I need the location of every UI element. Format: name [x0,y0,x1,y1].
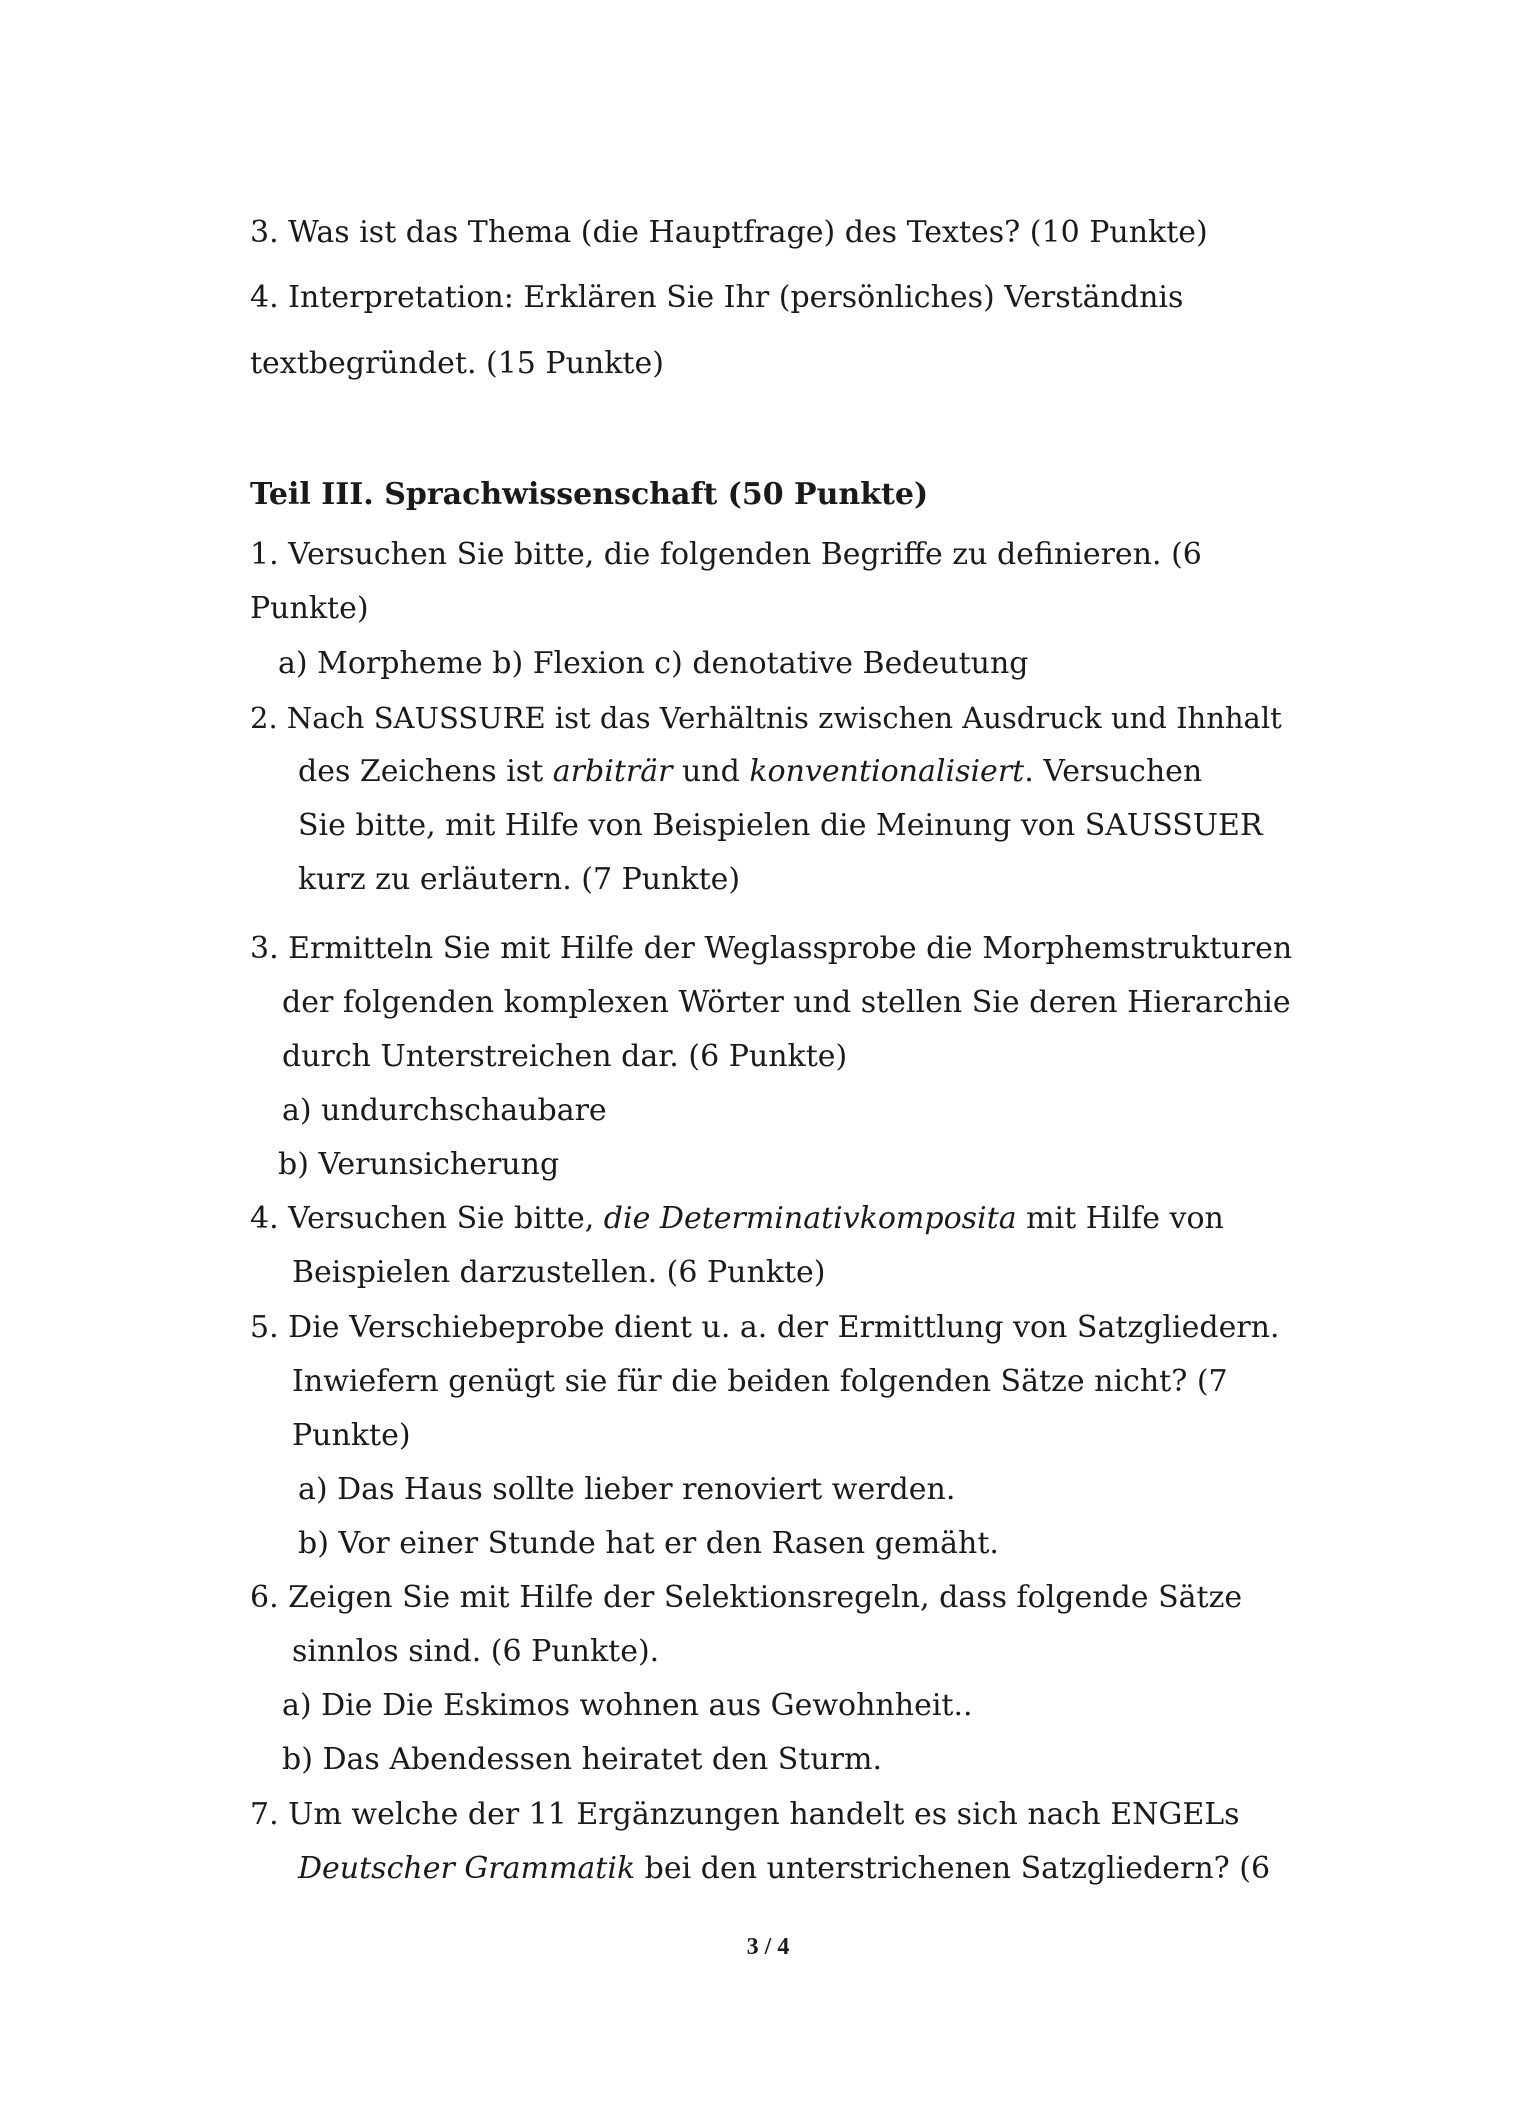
ling-q7-text: 7. Um welche der 11 Ergänzungen handelt es sich nach ENGELs [250,1797,1240,1832]
ling-q2-post: . Versuchen [1024,754,1203,789]
question-3-text: 3. Was ist das Thema (die Hauptfrage) des Textes? (10 Punkte) [250,215,1208,250]
ling-q6-text: 6. Zeigen Sie mit Hilfe der Selektionsregeln, dass folgende Sätze [250,1580,1243,1615]
ling-q2-text-cont [298,752,1202,792]
term-determinativkomposita: die Determinativkomposita [603,1201,1017,1236]
ling-q3-text-cont: der folgenden komplexen Wörter und stellen Sie deren Hierarchie [282,985,1291,1020]
ling-q4-text [250,1199,1224,1239]
ling-q6-option-a: a) Die Die Eskimos wohnen aus Gewohnheit.. [282,1688,973,1723]
page-number: 3 / 4 [746,1934,790,1960]
ling-q5-text-cont2: Punkte) [292,1418,411,1453]
question-4-text-cont: textbegründet. (15 Punkte) [250,346,664,381]
ling-q5-text-cont: Inwiefern genügt sie für die beiden folgenden Sätze nicht? (7 [292,1364,1228,1399]
ling-q1-options: a) Morpheme b) Flexion c) denotative Bedeutung [278,646,1029,681]
term-konventionalisiert: konventionalisiert [749,754,1025,789]
ling-q2-mid: und [672,754,750,789]
ling-q2-text: 2. Nach SAUSSURE ist das Verhältnis zwischen Ausdruck und Ihnhalt [250,701,1282,735]
ling-q4-post: mit Hilfe von [1016,1201,1224,1236]
ling-q6-option-b: b) Das Abendessen heiratet den Sturm. [282,1742,882,1777]
ling-q5-text: 5. Die Verschiebeprobe dient u. a. der Ermittlung von Satzgliedern. [250,1310,1280,1345]
ling-q7-post: bei den unterstrichenen Satzgliedern? (6 [635,1851,1271,1886]
ling-q1-text: 1. Versuchen Sie bitte, die folgenden Begriffe zu definieren. (6 [250,537,1202,572]
ling-q4-text-cont: Beispielen darzustellen. (6 Punkte) [292,1255,826,1290]
ling-q3-option-b: b) Verunsicherung [278,1147,560,1182]
ling-q7-text-cont [298,1849,1270,1889]
ling-q6-text-cont: sinnlos sind. (6 Punkte). [292,1634,660,1669]
ling-q5-option-a: a) Das Haus sollte lieber renoviert werden. [298,1472,956,1507]
section-heading: Teil III. Sprachwissenschaft (50 Punkte) [250,477,929,512]
ling-q5-option-b: b) Vor einer Stunde hat er den Rasen gemäht. [298,1526,999,1561]
ling-q3-text: 3. Ermitteln Sie mit Hilfe der Weglassprobe die Morphemstrukturen [250,931,1293,966]
ling-q4-pre: 4. Versuchen Sie bitte, [250,1201,604,1236]
ling-q3-text-cont2: durch Unterstreichen dar. (6 Punkte) [282,1039,848,1074]
term-arbitraer: arbiträr [552,754,673,789]
term-deutscher-grammatik: Deutscher Grammatik [298,1851,636,1886]
ling-q2-text-cont3: kurz zu erläutern. (7 Punkte) [298,862,741,897]
ling-q2-text-cont2: Sie bitte, mit Hilfe von Beispielen die Meinung von SAUSSUER [298,808,1263,843]
question-4-text: 4. Interpretation: Erklären Sie Ihr (persönliches) Verständnis [250,280,1184,315]
ling-q3-option-a: a) undurchschaubare [282,1093,607,1128]
ling-q1-text-cont: Punkte) [250,591,369,626]
ling-q2-pre: des Zeichens ist [298,754,553,789]
